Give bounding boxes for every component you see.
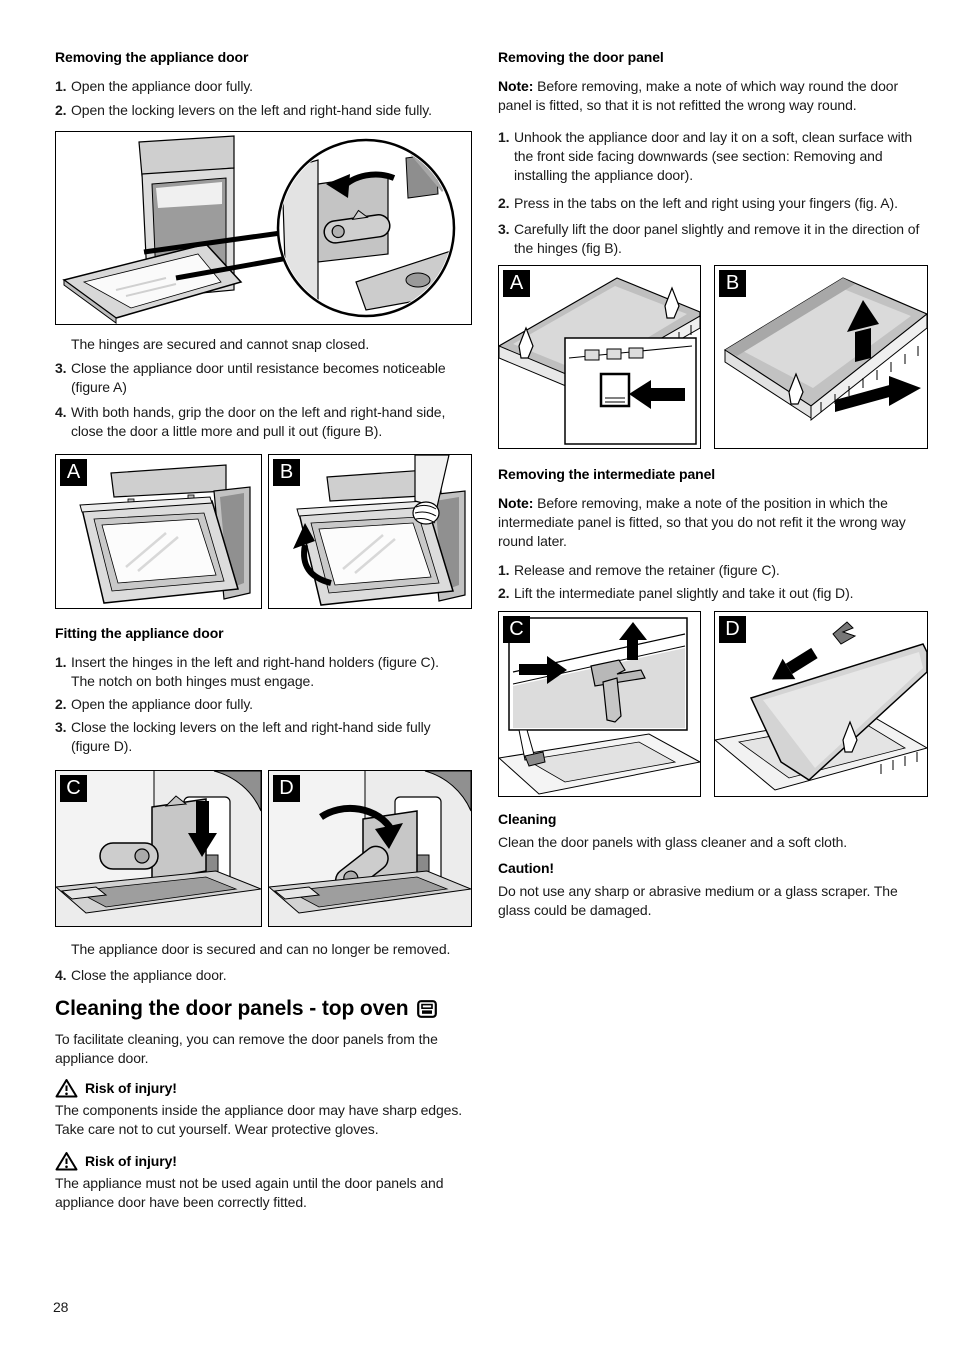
step-text: With both hands, grip the door on the left and right-hand side, close the door a little more and pull it out (figure B). [71, 404, 446, 439]
instruction-step [55, 101, 473, 120]
warning-title [55, 1151, 473, 1171]
step-text: Open the appliance door fully. [71, 696, 253, 712]
note-label: Note: [498, 78, 534, 94]
warning-title [55, 1078, 473, 1098]
note-paragraph [498, 494, 928, 551]
step-number: 2. [55, 102, 67, 118]
figure-a-door [55, 454, 262, 609]
page-number: 28 [53, 1299, 69, 1315]
step-number: 3. [55, 360, 67, 376]
step-number: 4. [55, 967, 67, 983]
section-heading-removing-panel: Removing the door panel [498, 49, 664, 65]
warning-text: The components inside the appliance door may have sharp edges. Take care not to cut yourself. Wear protective gloves. [55, 1102, 463, 1137]
step-text: Open the appliance door fully. [71, 78, 253, 94]
step-number: 3. [55, 719, 67, 735]
cleaning-text: Clean the door panels with glass cleaner and a soft cloth. [498, 834, 848, 850]
instruction-step [498, 128, 928, 185]
step-text: Lift the intermediate panel slightly and take it out (fig D). [514, 585, 854, 601]
left-column [55, 48, 473, 1212]
step-number: 1. [498, 562, 510, 578]
figure-label: A [60, 459, 87, 486]
heading-text: Cleaning the door panels - top oven [55, 997, 409, 1020]
figure-label: D [273, 775, 300, 802]
figure-row-lever-cd [55, 770, 473, 927]
section-heading-fitting-door: Fitting the appliance door [55, 625, 224, 641]
lift-intermediate-illustration [715, 612, 927, 796]
instruction-step [55, 77, 473, 96]
step-number: 1. [498, 129, 510, 145]
instruction-step [498, 584, 928, 603]
figure-c-retainer [498, 611, 701, 797]
step-number: 4. [55, 404, 67, 420]
figure-a-press-tabs [498, 265, 701, 449]
step-number: 2. [498, 585, 510, 601]
figure-row-panel-ab [498, 265, 928, 449]
instruction-step [55, 695, 473, 714]
instruction-step [55, 718, 473, 756]
figure-label: B [719, 270, 746, 297]
figure-label: D [719, 616, 746, 643]
step-number: 1. [55, 78, 67, 94]
figure-label: B [273, 459, 300, 486]
section-heading-cleaning-panels [55, 996, 473, 1022]
step-text: Carefully lift the door panel slightly and remove it in the direction of the hinges (fig B). [514, 221, 920, 256]
warning-text: The appliance must not be used again until the door panels and appliance door have been correctly fitted. [55, 1175, 444, 1210]
step-number: 3. [498, 221, 510, 237]
oven-open-door-illustration [56, 132, 471, 324]
note-hinges-secured: The hinges are secured and cannot snap closed. [71, 336, 370, 352]
step-text: Close the appliance door until resistance becomes noticeable (figure A) [71, 360, 446, 395]
lift-panel-illustration [715, 266, 927, 448]
section-heading-cleaning: Cleaning [498, 811, 557, 827]
step-text: Release and remove the retainer (figure C). [514, 562, 780, 578]
section-heading-removing-intermediate: Removing the intermediate panel [498, 466, 716, 482]
step-number: 2. [55, 696, 67, 712]
caution-text: Do not use any sharp or abrasive medium or a glass scraper. The glass could be damaged. [498, 883, 898, 918]
warning-triangle-icon [55, 1151, 78, 1171]
step-text: Press in the tabs on the left and right using your fingers (fig. A). [514, 195, 898, 211]
step-text: Close the appliance door. [71, 967, 227, 983]
figure-label: A [503, 270, 530, 297]
warning-title-text: Risk of injury! [85, 1079, 177, 1096]
step-number: 2. [498, 195, 510, 211]
figure-row-door-ab [55, 454, 473, 609]
instruction-step [55, 653, 473, 672]
step-number: 1. [55, 654, 67, 670]
warning-triangle-icon [55, 1078, 78, 1098]
instruction-step [498, 194, 928, 213]
figure-d-lever-close [268, 770, 472, 927]
step-subtext: The notch on both hinges must engage. [71, 673, 315, 689]
note-door-secured: The appliance door is secured and can no longer be removed. [71, 941, 451, 957]
step-text: Insert the hinges in the left and right-hand holders (figure C). [71, 654, 439, 670]
instruction-step [55, 359, 473, 397]
note-paragraph [498, 77, 928, 115]
step-text: Open the locking levers on the left and right-hand side fully. [71, 102, 432, 118]
figure-b-door-pull [268, 454, 472, 609]
step-text: Unhook the appliance door and lay it on a soft, clean surface with the front side facing downwards (see section: Removing and installing the appliance door). [514, 129, 913, 183]
figure-c-lever-insert [55, 770, 262, 927]
section-heading-removing-door: Removing the appliance door [55, 49, 249, 65]
right-column [498, 48, 928, 920]
instruction-step [55, 403, 473, 441]
instruction-step [55, 966, 473, 985]
instruction-step [498, 561, 928, 580]
note-text: Before removing, make a note of the position in which the intermediate panel is fitted, so that you do not refit it the wrong way round later. [498, 495, 906, 549]
figure-b-lift-panel [714, 265, 928, 449]
figure-label: C [60, 775, 87, 802]
warning-title-text: Risk of injury! [85, 1152, 177, 1169]
note-label: Note: [498, 495, 534, 511]
section-heading-caution: Caution! [498, 860, 554, 876]
step-text: Close the locking levers on the left and right-hand side fully (figure D). [71, 719, 431, 754]
cleaning-panels-intro: To facilitate cleaning, you can remove the door panels from the appliance door. [55, 1031, 438, 1066]
instruction-step [498, 220, 928, 258]
figure-label: C [503, 616, 530, 643]
note-text: Before removing, make a note of which way round the door panel is fitted, so that it is not refitted the wrong way round. [498, 78, 899, 113]
figure-d-lift-intermediate [714, 611, 928, 797]
figure-row-intermediate-cd [498, 611, 928, 797]
top-oven-icon [417, 1000, 437, 1018]
figure-open-door-levers [55, 131, 472, 325]
